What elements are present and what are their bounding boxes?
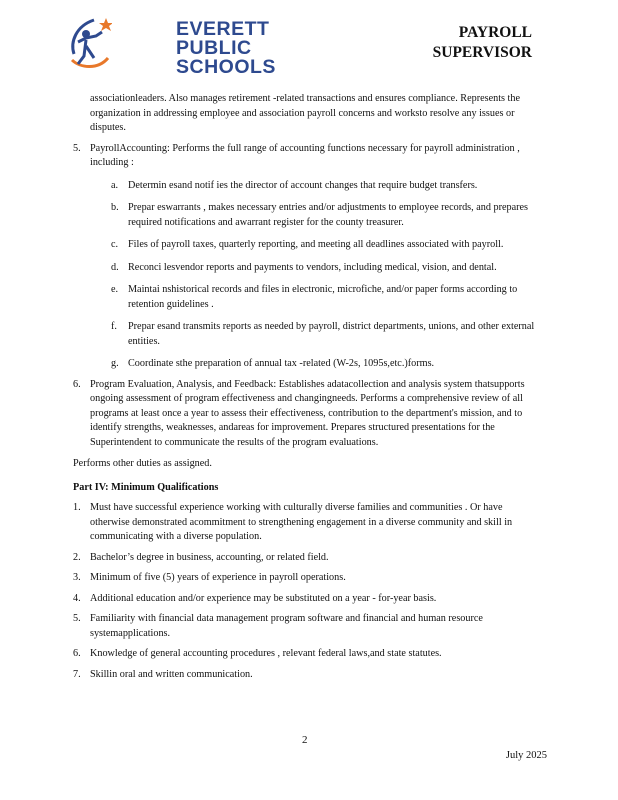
item-number: 3.: [73, 572, 81, 583]
item-text: Additional education and/or experience may be substituted on a year - for-year basis.: [90, 592, 437, 604]
item-number: 5.: [73, 142, 81, 154]
page-number: 2: [302, 734, 308, 746]
sub-item-text: Prepar eswarrants , makes necessary entries and/or adjustments to employee records, and prepares required notifications and awarrant register for the county treasurer.: [128, 202, 528, 228]
item-text: Bachelor’s degree in business, accounting, or related field.: [90, 551, 329, 563]
district-logo: [68, 12, 276, 80]
sub-item-text: Maintai nshistorical records and files in electronic, microfiche, and/or paper forms according to retention guidelines .: [128, 284, 518, 310]
section-heading: Part IV: Minimum Qualifications: [73, 481, 219, 493]
logo-line: EVERETT: [176, 18, 270, 40]
qualification-item: [73, 647, 543, 662]
logo-line: SCHOOLS: [176, 56, 276, 78]
revision-date: July 2025: [505, 750, 547, 761]
item-text: PayrollAccounting: Performs the full range of accounting functions necessary for payroll administration , including :: [90, 142, 520, 168]
sub-item: [73, 320, 543, 349]
other-duties-text: Performs other duties as assigned.: [73, 458, 212, 469]
item-text: Familiarity with financial data management program software and financial and human resource systemapplications.: [90, 613, 483, 639]
qualification-item: [73, 571, 543, 586]
sub-item-text: Prepar esand transmits reports as needed by payroll, district departments, unions, and other external entities.: [128, 321, 535, 347]
item-number: 5.: [73, 613, 81, 624]
item-number: 6.: [73, 648, 81, 659]
document-body: [73, 92, 543, 682]
item-text: Minimum of five (5) years of experience in payroll operations.: [90, 572, 346, 583]
continued-paragraph: associationleaders. Also manages retirement -related transactions and ensures compliance. Represents the organization in addressing employee and association payroll concerns and worksto resolve any issues or disputes.: [90, 93, 520, 133]
sub-item-letter: b.: [111, 202, 119, 213]
item-number: 7.: [73, 668, 81, 680]
sub-item-text: Reconci lesvendor reports and payments to vendors, including medical, vision, and dental.: [128, 261, 497, 273]
duty-item: [73, 142, 543, 171]
sub-item-text: Files of payroll taxes, quarterly reporting, and meeting all deadlines associated with payroll.: [128, 239, 504, 250]
item-text: Skillin oral and written communication.: [90, 668, 253, 680]
sub-item: [73, 283, 543, 312]
sub-item-letter: f.: [111, 321, 117, 332]
duty-item: [73, 378, 543, 451]
item-text: Program Evaluation, Analysis, and Feedback: Establishes adatacollection and analysis system thatsupports ongoing assessment of program effectiveness and changingneeds. Performs a comprehensive review of all programs at least once a year to assess their effectiveness, contribution to the department's mission, and to identify strengths, weaknesses, andareas for improvement. Prepares structured presentations for the Superintendent to communicate the results of the program evaluations.: [90, 378, 525, 448]
logo-line: PUBLIC: [176, 37, 252, 59]
item-text: Knowledge of general accounting procedures , relevant federal laws,and state statutes.: [90, 648, 442, 659]
sub-item-text: Coordinate sthe preparation of annual tax -related (W-2s, 1095s,etc.)forms.: [128, 358, 435, 369]
sub-item: [73, 238, 543, 253]
title-line: SUPERVISOR: [432, 44, 532, 61]
sub-item-letter: e.: [111, 284, 119, 295]
sub-item-letter: d.: [111, 261, 119, 273]
sub-item: [73, 261, 543, 276]
sub-item-text: Determin esand notif ies the director of account changes that require budget transfers.: [128, 179, 478, 191]
qualification-item: [73, 612, 543, 641]
item-number: 6.: [73, 378, 81, 390]
document-title: [433, 23, 532, 63]
logo-wordmark: [176, 20, 276, 77]
sub-item-letter: c.: [111, 239, 119, 250]
sub-item: [73, 179, 543, 194]
item-number: 2.: [73, 551, 81, 563]
qualification-item: [73, 501, 543, 545]
sub-item-letter: a.: [111, 179, 119, 191]
item-text: Must have successful experience working with culturally diverse families and communities . Or have otherwise demonstrated acommitment to strengthening engagement in a diverse community and skill in communicating with a diverse population.: [90, 502, 513, 542]
item-number: 4.: [73, 592, 81, 604]
sub-item: [73, 201, 543, 230]
title-line: PAYROLL: [458, 24, 532, 41]
item-number: 1.: [73, 502, 81, 513]
sub-item-letter: g.: [111, 358, 119, 369]
qualification-item: [73, 668, 543, 683]
qualification-item: [73, 592, 543, 607]
logo-mark-icon: [68, 12, 112, 72]
qualification-item: [73, 551, 543, 566]
sub-item: [73, 357, 543, 372]
